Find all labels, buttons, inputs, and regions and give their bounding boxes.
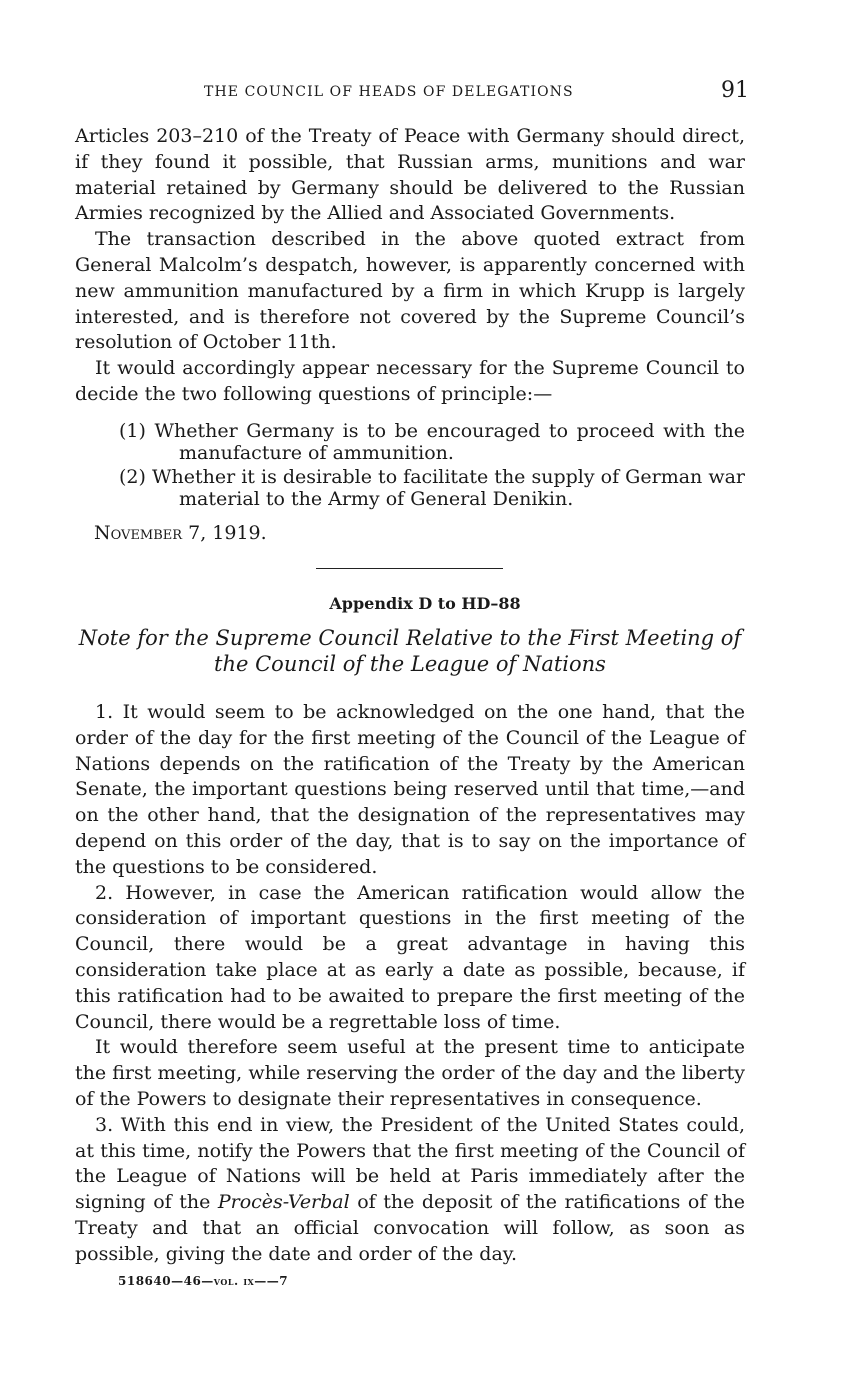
note-title: Note for the Supreme Council Relative to the First Meeting of the Council of the League of Nations xyxy=(78,626,742,676)
running-header xyxy=(0,78,850,105)
appendix-heading: Appendix D to HD–88 xyxy=(329,594,521,613)
running-title: THE COUNCIL OF HEADS OF DELEGATIONS xyxy=(204,84,574,100)
paragraph-questions-intro: It would accordingly appear necessary for the Supreme Council to decide the two following questions of principle:— xyxy=(75,357,745,405)
paragraph-3-text-start: 3. With this end in view, the President of the United States could, at this time, notify the Powers that the first meeting of the Council of the League of Nations will be held at Paris immediately after the signing of the xyxy=(75,1113,745,1214)
page-number: 91 xyxy=(721,78,749,103)
paragraph-3-text-end: of the deposit of the ratifications of the Treaty and that an official convocation will follow, as soon as possible, giving the date and order of the day. xyxy=(75,1191,745,1265)
paragraph-transaction: The transaction described in the above quoted extract from General Malcolm’s despatch, however, is apparently concerned with new ammunition manufactured by a firm in which Krupp is largely interested, and is therefore not covered by the Supreme Council’s resolution of October 11th. xyxy=(75,228,745,354)
print-code: 518640—46—vol. ix——7 xyxy=(118,1274,289,1288)
questions-list xyxy=(119,421,745,513)
proces-verbal-term: Procès-Verbal xyxy=(217,1191,350,1214)
question-item: (2) Whether it is desirable to facilitate the supply of German war material to the Army of General Denikin. xyxy=(119,466,745,510)
paragraph-1: 1. It would seem to be acknowledged on the one hand, that the order of the day for the first meeting of the Council of the League of Nations depends on the ratification of the Treaty by the American Senate, the important questions being reserved until that time,—and on the other hand, that the designation of the representatives may depend on this order of the day, that is to say on the importance of the questions to be considered. xyxy=(75,701,745,878)
appendix-body xyxy=(75,700,745,1268)
paragraph-2: 2. However, in case the American ratification would allow the consideration of important questions in the first meeting of the Council, there would be a great advantage in having this consideration take place at as early a date as possible, because, if this ratification had to be awaited to prepare the first meeting of the Council, there would be a regrettable loss of time. xyxy=(75,881,745,1033)
paragraph-articles: Articles 203–210 of the Treaty of Peace with Germany should direct, if they found it possible, that Russian arms, munitions and war material retained by Germany should be delivered to the Russian Armies recognized by the Allied and Associated Governments. xyxy=(75,125,745,225)
paragraph-3 xyxy=(75,1113,745,1268)
memo-date: November 7, 1919. xyxy=(94,522,267,544)
question-item: (1) Whether Germany is to be encouraged to proceed with the manufacture of ammunition. xyxy=(119,420,745,464)
section-divider xyxy=(316,568,503,569)
section1-body xyxy=(75,124,745,408)
paragraph-anticipate: It would therefore seem useful at the present time to anticipate the first meeting, while reserving the order of the day and the liberty of the Powers to designate their representatives in consequence. xyxy=(75,1036,745,1110)
